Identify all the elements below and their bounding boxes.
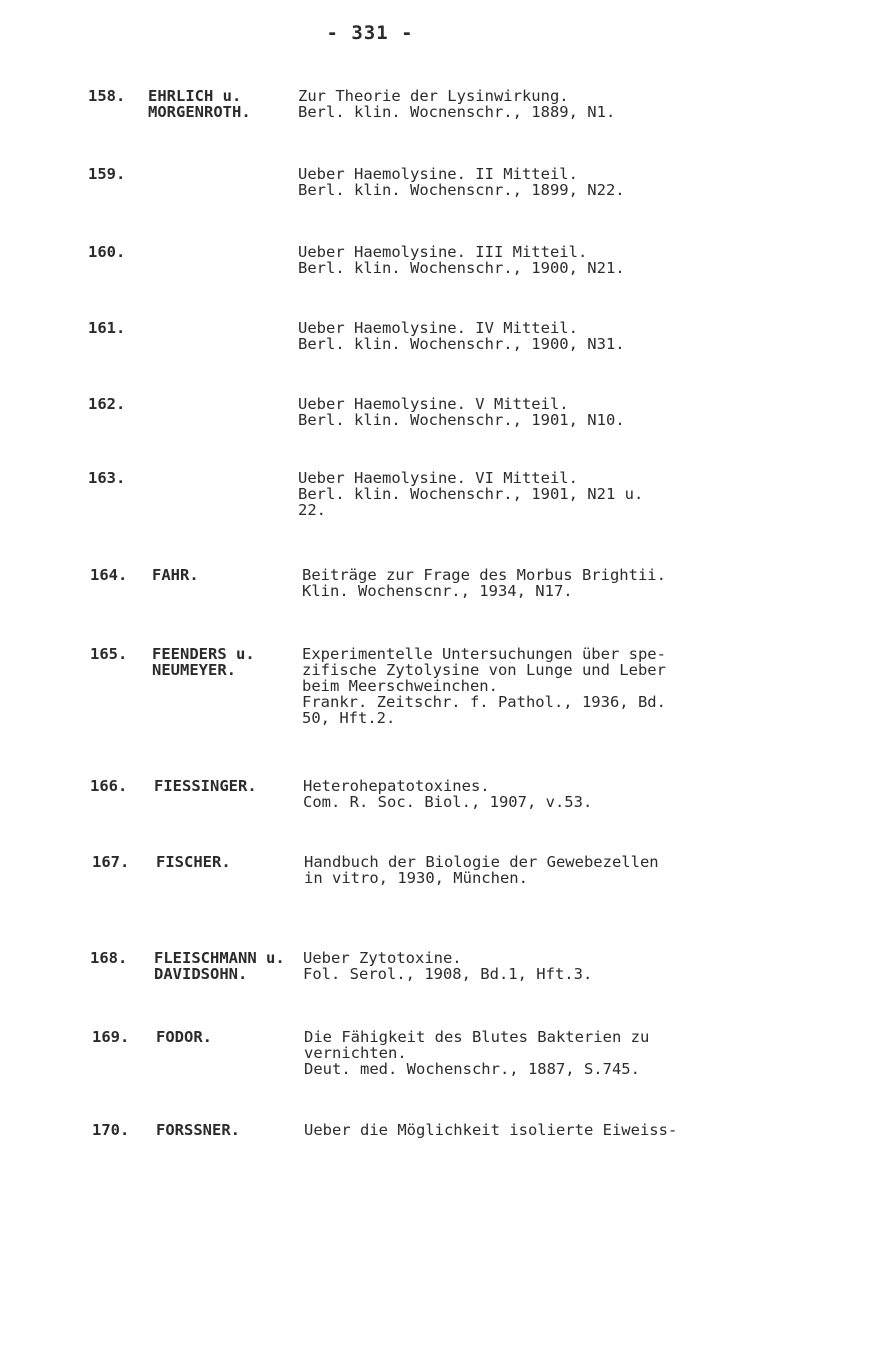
reference-citation	[303, 950, 592, 982]
reference-citation	[304, 1122, 677, 1138]
citation-line: Ueber Haemolysine. III Mitteil.	[298, 243, 588, 261]
citation-line: Ueber Zytotoxine.	[303, 949, 462, 967]
reference-author	[152, 646, 255, 678]
author-line: FISCHER.	[156, 853, 231, 871]
author-line: NEUMEYER.	[152, 661, 236, 679]
reference-author	[156, 854, 231, 870]
reference-number: 160.	[88, 243, 126, 261]
reference-author	[154, 778, 257, 794]
reference-citation	[298, 88, 615, 120]
reference-number: 163.	[88, 469, 126, 487]
author-line: FEENDERS u.	[152, 645, 255, 663]
reference-citation	[298, 244, 625, 276]
citation-line: Berl. klin. Wocnenschr., 1889, N1.	[298, 103, 616, 121]
citation-line: Die Fähigkeit des Blutes Bakterien zu	[304, 1028, 650, 1046]
reference-citation	[298, 396, 625, 428]
author-line: FODOR.	[156, 1028, 212, 1046]
citation-line: Heterohepatotoxines.	[303, 777, 490, 795]
reference-author	[152, 567, 199, 583]
citation-line: Berl. klin. Wochenschr., 1900, N21.	[298, 259, 625, 277]
reference-citation	[298, 320, 625, 352]
reference-number: 162.	[88, 395, 126, 413]
reference-number: 165.	[90, 645, 128, 663]
citation-line: Experimentelle Untersuchungen über spe-	[302, 645, 666, 663]
citation-line: Klin. Wochenscnr., 1934, N17.	[302, 582, 573, 600]
author-line: FAHR.	[152, 566, 199, 584]
reference-author	[156, 1029, 212, 1045]
reference-citation	[298, 470, 643, 518]
author-line: MORGENROTH.	[148, 103, 251, 121]
reference-citation	[298, 166, 625, 198]
reference-citation	[304, 1029, 649, 1077]
citation-line: Ueber Haemolysine. V Mitteil.	[298, 395, 569, 413]
citation-line: Berl. klin. Wochenscnr., 1899, N22.	[298, 181, 625, 199]
reference-author	[154, 950, 285, 982]
reference-number: 169.	[92, 1028, 130, 1046]
citation-line: beim Meerschweinchen.	[302, 677, 498, 695]
author-line: EHRLICH u.	[148, 87, 242, 105]
reference-number: 158.	[88, 87, 126, 105]
reference-number: 167.	[92, 853, 130, 871]
citation-line: Ueber Haemolysine. IV Mitteil.	[298, 319, 578, 337]
reference-author	[148, 88, 251, 120]
citation-line: Handbuch der Biologie der Gewebezellen	[304, 853, 659, 871]
author-line: FORSSNER.	[156, 1121, 240, 1139]
citation-line: Ueber Haemolysine. II Mitteil.	[298, 165, 578, 183]
citation-line: 22.	[298, 501, 326, 519]
author-line: FIESSINGER.	[154, 777, 257, 795]
page-number: - 331 -	[326, 22, 414, 44]
reference-number: 159.	[88, 165, 126, 183]
author-line: DAVIDSOHN.	[154, 965, 248, 983]
citation-line: Berl. klin. Wochenschr., 1900, N31.	[298, 335, 625, 353]
citation-line: Ueber die Möglichkeit isolierte Eiweiss-	[304, 1121, 678, 1139]
citation-line: in vitro, 1930, München.	[304, 869, 528, 887]
citation-line: Zur Theorie der Lysinwirkung.	[298, 87, 569, 105]
citation-line: vernichten.	[304, 1044, 407, 1062]
reference-number: 161.	[88, 319, 126, 337]
citation-line: Berl. klin. Wochenschr., 1901, N10.	[298, 411, 625, 429]
reference-number: 168.	[90, 949, 128, 967]
author-line: FLEISCHMANN u.	[154, 949, 285, 967]
citation-line: Deut. med. Wochenschr., 1887, S.745.	[304, 1060, 640, 1078]
reference-citation	[302, 646, 666, 726]
citation-line: 50, Hft.2.	[302, 709, 396, 727]
reference-author	[156, 1122, 240, 1138]
citation-line: zifische Zytolysine von Lunge und Leber	[302, 661, 666, 679]
reference-number: 170.	[92, 1121, 130, 1139]
citation-line: Ueber Haemolysine. VI Mitteil.	[298, 469, 578, 487]
citation-line: Com. R. Soc. Biol., 1907, v.53.	[303, 793, 593, 811]
reference-citation	[303, 778, 592, 810]
reference-citation	[304, 854, 659, 886]
reference-number: 166.	[90, 777, 128, 795]
reference-citation	[302, 567, 666, 599]
citation-line: Fol. Serol., 1908, Bd.1, Hft.3.	[303, 965, 593, 983]
citation-line: Beiträge zur Frage des Morbus Brightii.	[302, 566, 666, 584]
citation-line: Frankr. Zeitschr. f. Pathol., 1936, Bd.	[302, 693, 666, 711]
reference-number: 164.	[90, 566, 128, 584]
citation-line: Berl. klin. Wochenschr., 1901, N21 u.	[298, 485, 644, 503]
